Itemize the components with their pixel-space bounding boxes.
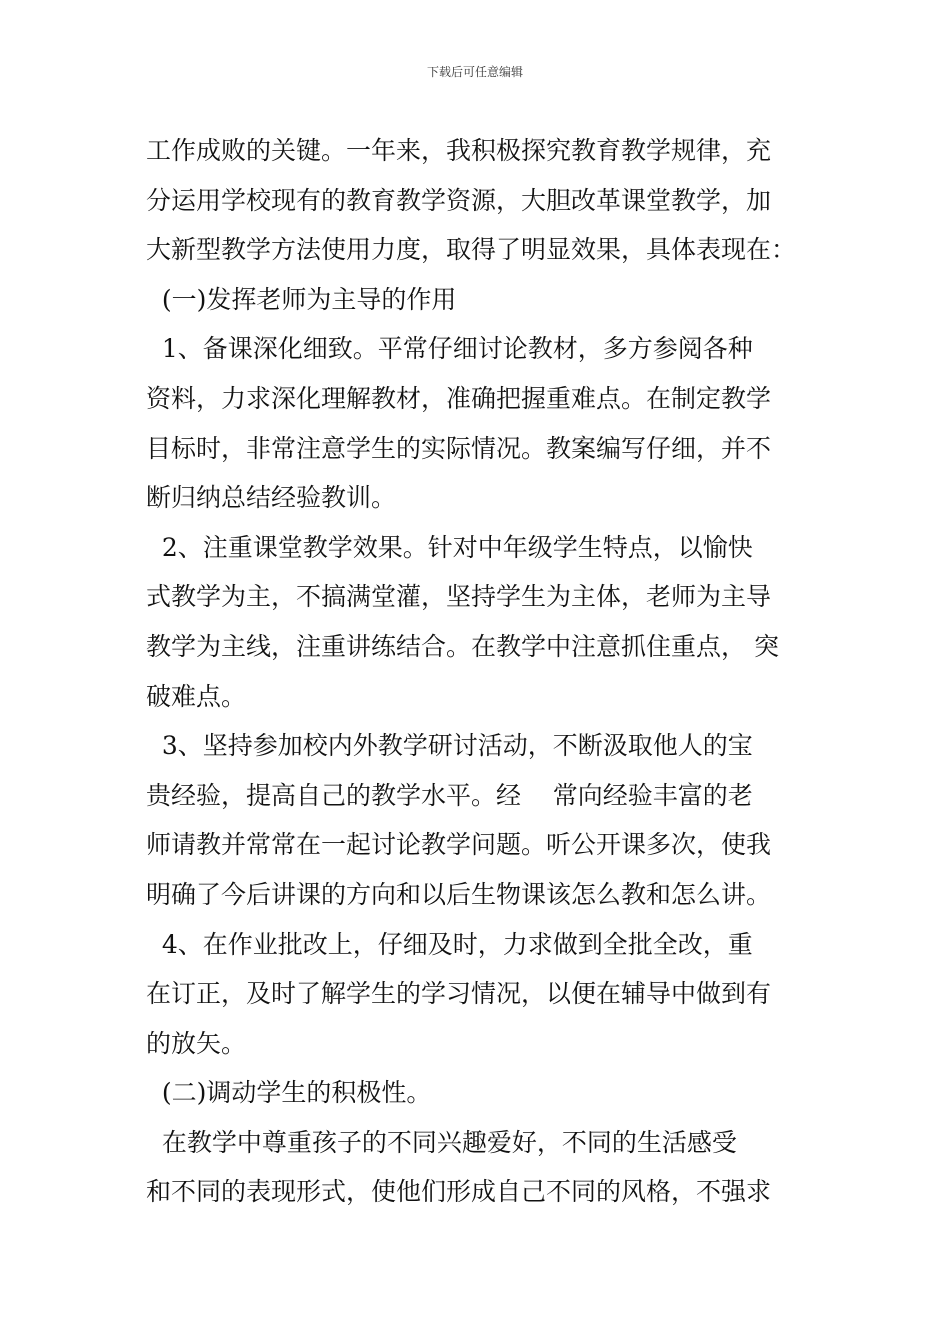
text-line: 目标时，非常注意学生的实际情况。教案编写仔细，并不 xyxy=(146,433,772,463)
text-line: 工作成败的关键。一年来，我积极探究教育教学规律，充 xyxy=(146,136,772,165)
section-heading: (一)发挥老师为主导的作用 xyxy=(146,284,457,314)
text-line: 式教学为主，不搞满堂灌，坚持学生为主体，老师为主导 xyxy=(146,582,772,612)
text-line: 师请教并常常在一起讨论教学问题。听公开课多次，使我 xyxy=(146,830,772,860)
text-line: 资料，力求深化理解教材，准确把握重难点。在制定教学 xyxy=(146,383,772,413)
page-header: 下载后可任意编辑 xyxy=(426,65,523,79)
text-line: 在订正，及时了解学生的学习情况，以便在辅导中做到有 xyxy=(146,979,772,1009)
text-line: 在教学中尊重孩子的不同兴趣爱好，不同的生活感受 xyxy=(146,1127,737,1157)
text-line: 3、坚持参加校内外教学研讨活动，不断汲取他人的宝 xyxy=(146,731,753,761)
text-line: 和不同的表现形式，使他们形成自己不同的风格，不强求 xyxy=(146,1177,772,1207)
text-line: 1、备课深化细致。平常仔细讨论教材，多方参阅各种 xyxy=(146,334,753,364)
section-heading: (二)调动学生的积极性。 xyxy=(146,1078,432,1108)
text-line: 破难点。 xyxy=(146,681,247,711)
text-line: 4、在作业批改上，仔细及时，力求做到全批全改，重 xyxy=(146,929,753,959)
text-line: 教学为主线，注重讲练结合。在教学中注意抓住重点， 突 xyxy=(146,631,779,661)
text-line: 明确了今后讲课的方向和以后生物课该怎么教和怎么讲。 xyxy=(146,879,772,909)
document-body xyxy=(146,126,808,1217)
text-line: 的放矢。 xyxy=(146,1028,247,1058)
text-line: 分运用学校现有的教育教学资源，大胆改革课堂教学，加 xyxy=(146,185,772,215)
text-line: 2、注重课堂教学效果。针对中年级学生特点，以愉快 xyxy=(146,532,753,562)
text-line: 断归纳总结经验教训。 xyxy=(146,483,397,513)
text-line: 贵经验，提高自己的教学水平。经 常向经验丰富的老 xyxy=(146,780,753,810)
text-line: 大新型教学方法使用力度，取得了明显效果，具体表现在： xyxy=(146,235,797,265)
